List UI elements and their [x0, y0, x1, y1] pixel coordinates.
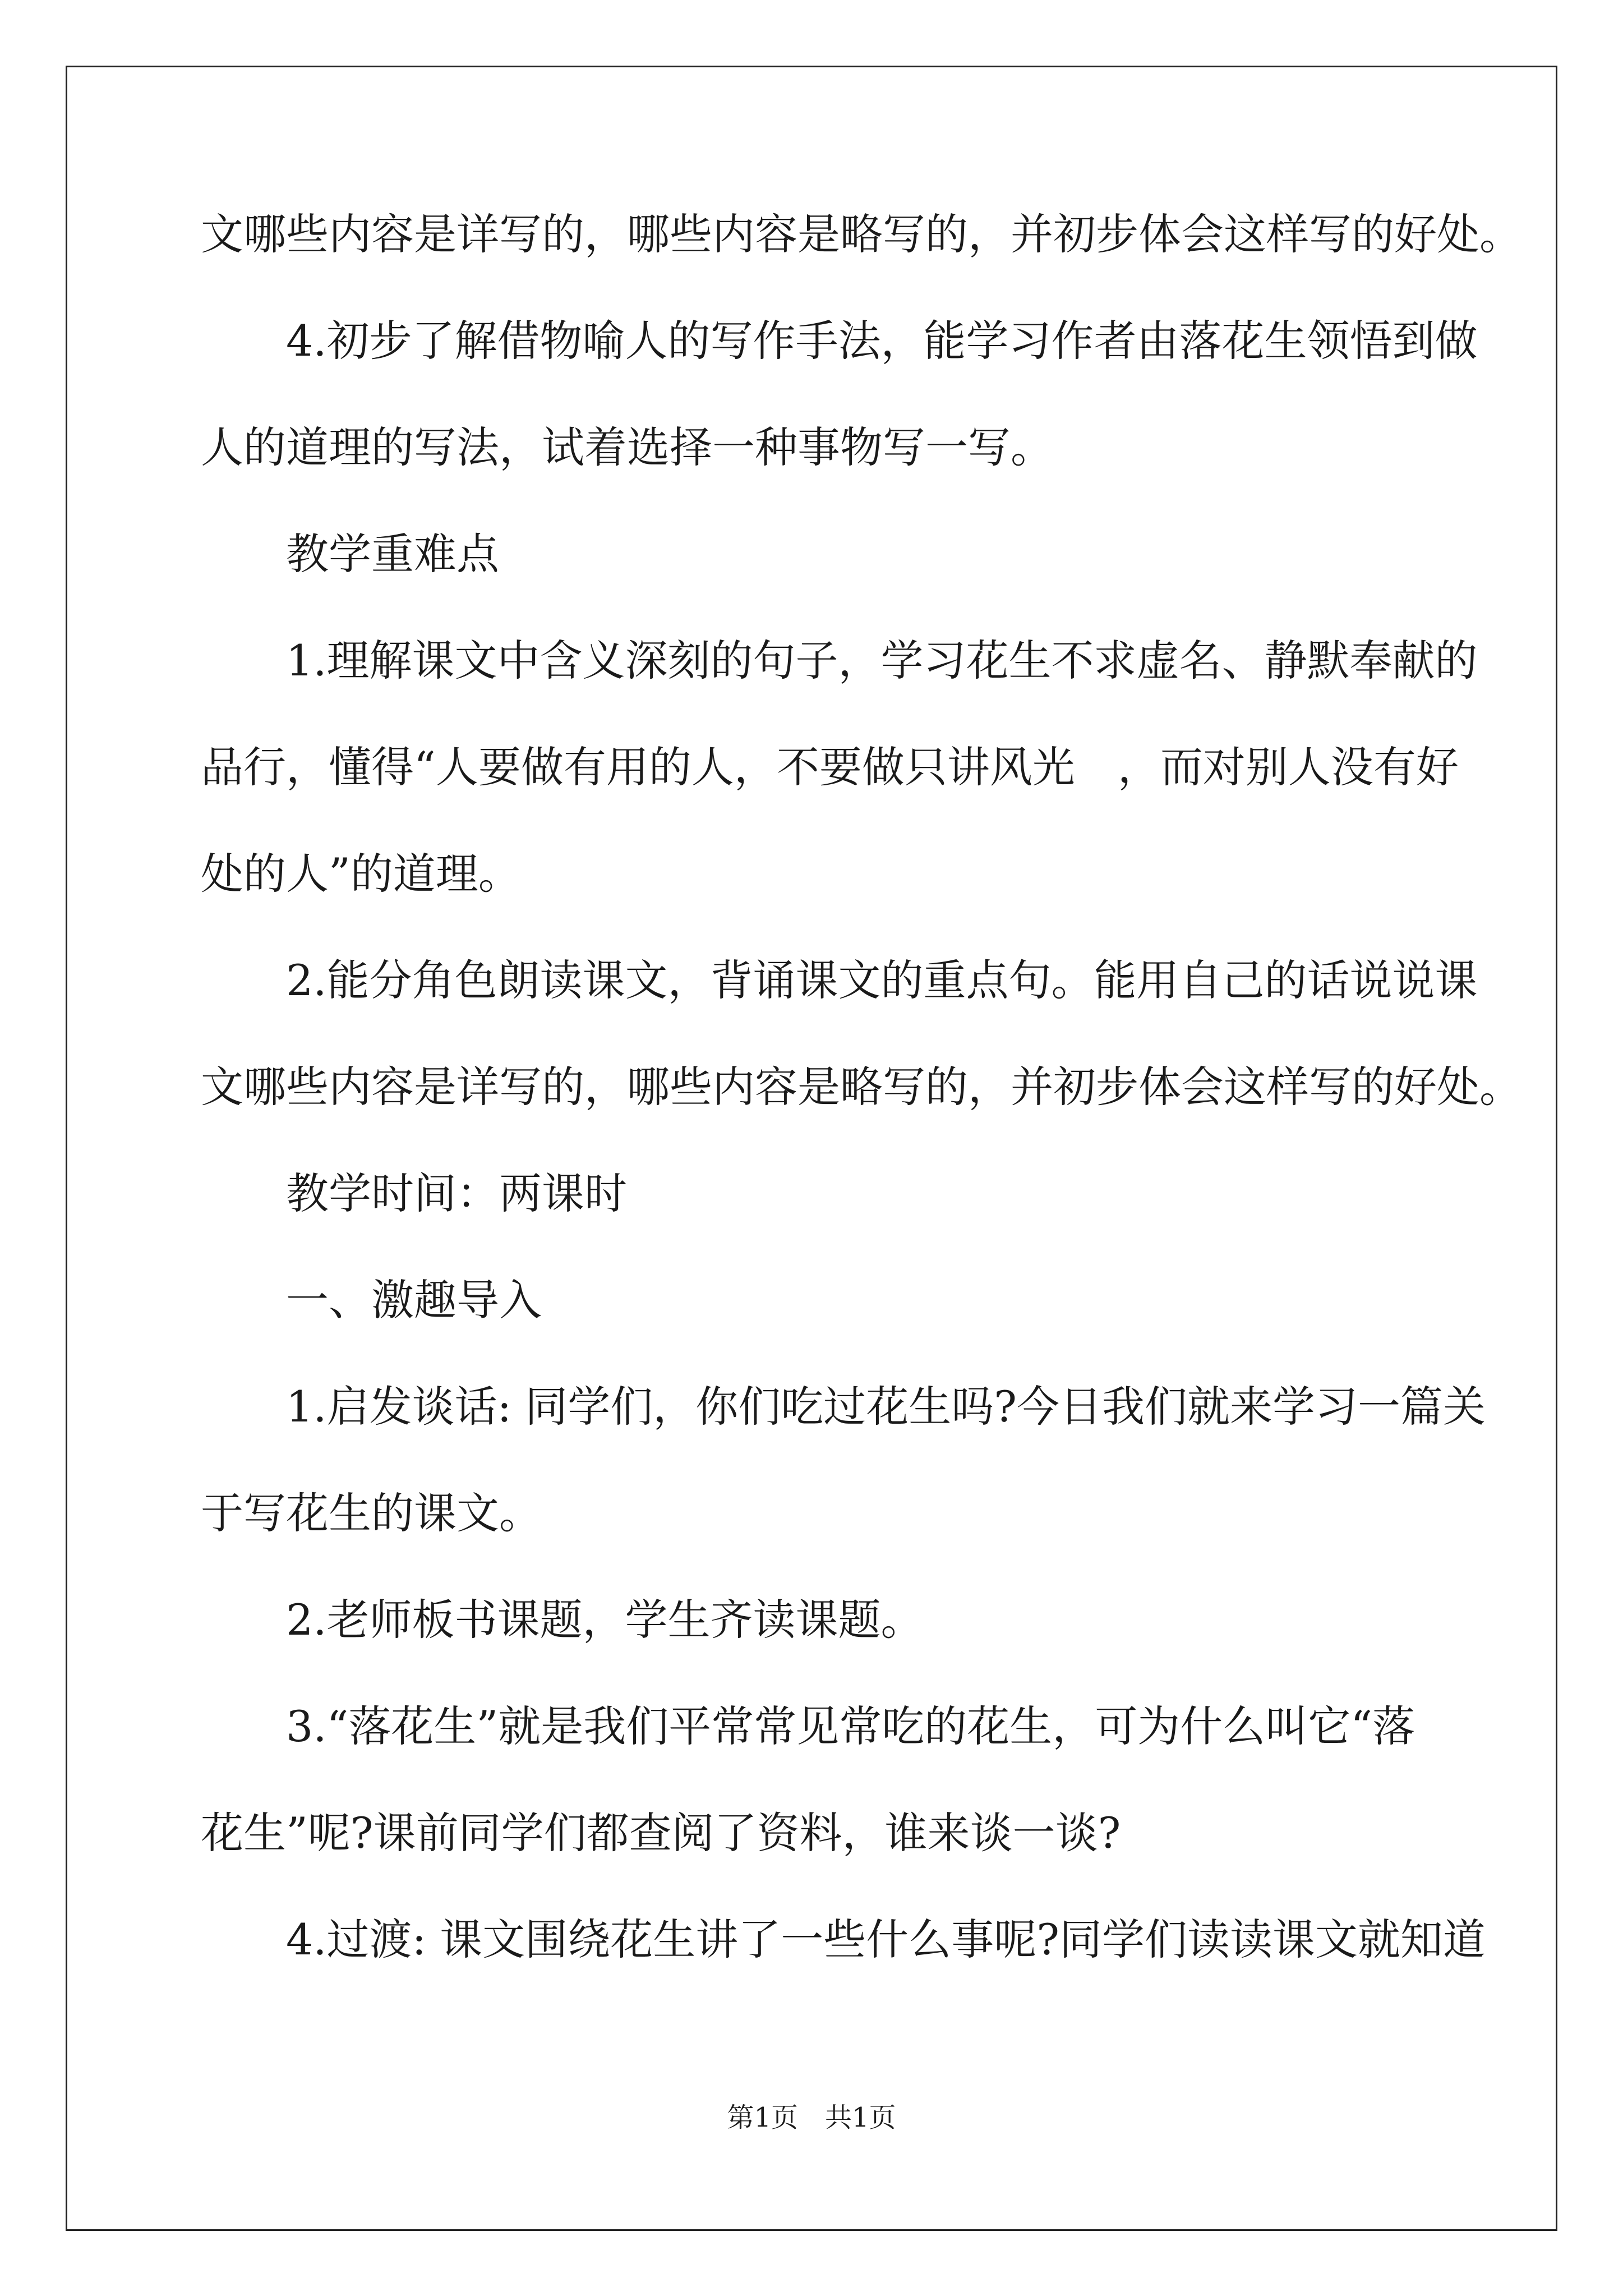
text-line: 3.“落花生”就是我们平常常见常吃的花生，可为什么叫它“落 — [201, 1701, 1415, 1751]
text-line: 2.老师板书课题，学生齐读课题。 — [201, 1595, 924, 1645]
document-body — [201, 208, 1522, 2019]
text-line: 文哪些内容是详写的，哪些内容是略写的，并初步体会这样写的好处。 — [201, 1062, 1522, 1112]
text-line: 人的道理的写法，试着选择一种事物写一写。 — [201, 422, 1053, 472]
section-heading: 一、激趣导入 — [201, 1275, 542, 1325]
text-line: 1.启发谈话: 同学们，你们吃过花生吗?今日我们就来学习一篇关 — [201, 1382, 1486, 1432]
text-line: 处的人”的道理。 — [201, 849, 521, 899]
text-line: 于写花生的课文。 — [201, 1488, 542, 1538]
text-line: 品行，懂得“人要做有用的人，不要做只讲风光 ，而对别人没有好 — [201, 742, 1459, 792]
text-line: 2.能分角色朗读课文，背诵课文的重点句。能用自己的话说说课 — [201, 955, 1478, 1005]
text-line: 花生”呢?课前同学们都查阅了资料，谁来谈一谈? — [201, 1808, 1121, 1858]
text-line: 1.理解课文中含义深刻的句子，学习花生不求虚名、静默奉献的 — [201, 636, 1478, 685]
page-footer: 第1页 共1页 — [727, 2102, 896, 2133]
text-line: 4.过渡: 课文围绕花生讲了一些什么事呢?同学们读读课文就知道 — [201, 1915, 1486, 1964]
section-heading: 教学时间：两课时 — [201, 1168, 627, 1218]
text-line: 4.初步了解借物喻人的写作手法，能学习作者由落花生领悟到做 — [201, 316, 1478, 366]
text-line: 文哪些内容是详写的，哪些内容是略写的，并初步体会这样写的好处。 — [201, 209, 1522, 259]
section-heading: 教学重难点 — [201, 529, 499, 579]
